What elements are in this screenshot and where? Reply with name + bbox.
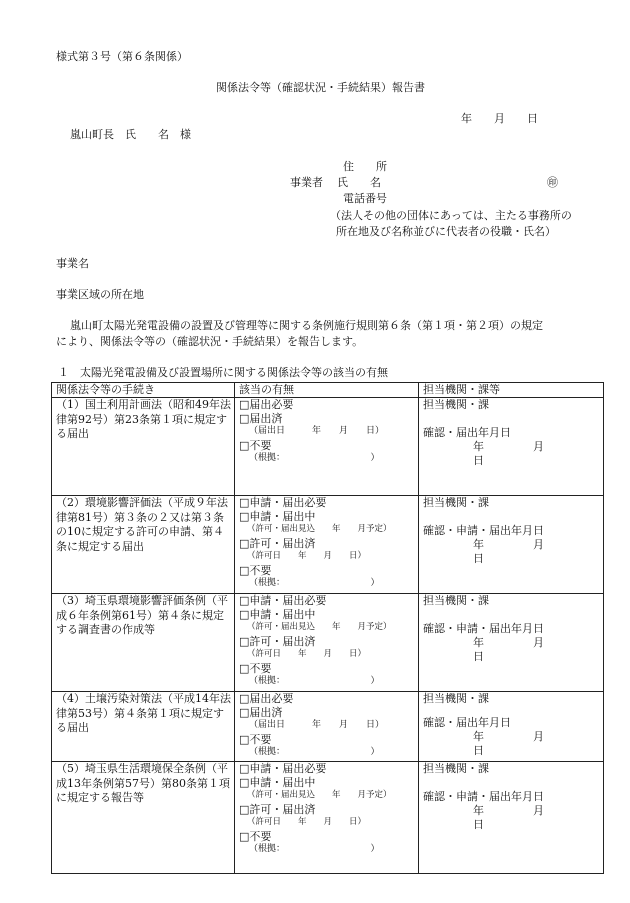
checkbox-option[interactable]: □申請・届出必要 bbox=[239, 594, 327, 607]
basis-field[interactable]: （根拠： ） bbox=[249, 578, 380, 588]
confirm-date bbox=[423, 538, 603, 566]
table-row bbox=[52, 496, 604, 594]
checkbox-option[interactable]: □許可・届出済 bbox=[239, 802, 316, 816]
name-label: 氏 名 bbox=[337, 176, 381, 189]
year-label: 年 bbox=[473, 804, 484, 817]
date-field[interactable]: （届出日 年 月 日） bbox=[249, 720, 385, 730]
checkbox-option[interactable]: □不要 bbox=[239, 563, 272, 577]
project-area-label: 事業区域の所在地 bbox=[56, 288, 144, 301]
procedure-cell: （4）土壌汚染対策法（平成14年法律第53号）第４条第１項に規定する届出 bbox=[52, 692, 235, 762]
month-label: 月 bbox=[533, 804, 544, 817]
checkbox-option[interactable]: □不要 bbox=[239, 732, 272, 746]
confirm-date-label: 確認・申請・届出年月日 bbox=[423, 622, 544, 635]
month-label: 月 bbox=[533, 730, 544, 743]
day-label: 日 bbox=[473, 818, 484, 831]
checkbox-option[interactable]: □許可・届出済 bbox=[239, 536, 316, 550]
checkbox-option[interactable]: □不要 bbox=[239, 438, 272, 452]
header-authority: 担当機関・課等 bbox=[419, 383, 604, 398]
table-row bbox=[52, 692, 604, 762]
procedure-cell: （1）国土利用計画法（昭和49年法律第92号）第23条第１項に規定する届出 bbox=[52, 398, 235, 496]
applicant-note-1: （法人その他の団体にあっては、主たる事務所の bbox=[330, 209, 572, 222]
basis-field[interactable]: （根拠： ） bbox=[249, 453, 380, 463]
addressee: 嵐山町長 氏 名 様 bbox=[70, 128, 191, 141]
report-date: 年 月 日 bbox=[461, 112, 538, 125]
month-label: 月 bbox=[533, 440, 544, 453]
table-row bbox=[52, 762, 604, 874]
month-label: 月 bbox=[533, 636, 544, 649]
procedure-cell: （2）環境影響評価法（平成９年法律第81号）第３条の２又は第３条の10に規定する許可の申請、第４条に規定する届出 bbox=[52, 496, 235, 594]
authority-cell bbox=[419, 762, 604, 874]
authority-label: 担当機関・課 bbox=[423, 762, 489, 775]
year-label: 年 bbox=[473, 440, 484, 453]
basis-field[interactable]: （根拠： ） bbox=[249, 844, 380, 854]
regulations-table bbox=[51, 382, 604, 874]
confirm-date bbox=[423, 440, 603, 468]
date-field[interactable]: （届出日 年 月 日） bbox=[249, 426, 385, 436]
year-label: 年 bbox=[473, 538, 484, 551]
document-title: 関係法令等（確認状況・手続結果）報告書 bbox=[216, 81, 425, 94]
permit-date-field[interactable]: （許可日 年 月 日） bbox=[247, 817, 367, 827]
checkbox-option[interactable]: □申請・届出中 bbox=[239, 775, 316, 789]
project-name-label: 事業名 bbox=[56, 257, 89, 270]
authority-label: 担当機関・課 bbox=[423, 692, 489, 705]
procedure-cell: （3）埼玉県環境影響評価条例（平成６年条例第61号）第４条に規定する調査書の作成等 bbox=[52, 594, 235, 692]
checkbox-option[interactable]: □申請・届出必要 bbox=[239, 762, 327, 775]
authority-cell bbox=[419, 496, 604, 594]
checkbox-option[interactable]: □不要 bbox=[239, 661, 272, 675]
checkbox-option[interactable]: □届出必要 bbox=[239, 398, 294, 411]
basis-field[interactable]: （根拠： ） bbox=[249, 676, 380, 686]
confirm-date-label: 確認・届出年月日 bbox=[423, 716, 511, 729]
checkbox-option[interactable]: □届出必要 bbox=[239, 692, 294, 705]
header-status: 該当の有無 bbox=[235, 383, 419, 398]
permit-date-field[interactable]: （許可日 年 月 日） bbox=[247, 649, 367, 659]
intro-line-1: 嵐山町太陽光発電設備の設置及び管理等に関する条例施行規則第６条（第１項・第２項）の規定 bbox=[70, 319, 543, 332]
status-cell bbox=[235, 398, 419, 496]
confirm-date-label: 確認・申請・届出年月日 bbox=[423, 524, 544, 537]
checkbox-option[interactable]: □申請・届出中 bbox=[239, 607, 316, 621]
confirm-date bbox=[423, 636, 603, 664]
expected-date-field[interactable]: （許可・届出見込 年 月予定） bbox=[247, 524, 392, 534]
checkbox-option[interactable]: □不要 bbox=[239, 829, 272, 843]
checkbox-option[interactable]: □届出済 bbox=[239, 705, 283, 719]
day-label: 日 bbox=[473, 552, 484, 565]
table-row bbox=[52, 398, 604, 496]
header-procedure: 関係法令等の手続き bbox=[52, 383, 235, 398]
checkbox-option[interactable]: □許可・届出済 bbox=[239, 634, 316, 648]
year-label: 年 bbox=[473, 636, 484, 649]
applicant-note-2: 所在地及び名称並びに代表者の役職・氏名） bbox=[336, 225, 556, 238]
seal-mark: ㊞ bbox=[547, 176, 558, 189]
confirm-date bbox=[423, 804, 603, 832]
year-label: 年 bbox=[473, 730, 484, 743]
day-label: 日 bbox=[473, 650, 484, 663]
checkbox-option[interactable]: □申請・届出必要 bbox=[239, 496, 327, 509]
confirm-date-label: 確認・届出年月日 bbox=[423, 426, 511, 439]
status-cell bbox=[235, 692, 419, 762]
month-label: 月 bbox=[533, 538, 544, 551]
confirm-date bbox=[423, 730, 603, 758]
expected-date-field[interactable]: （許可・届出見込 年 月予定） bbox=[247, 622, 392, 632]
checkbox-option[interactable]: □申請・届出中 bbox=[239, 509, 316, 523]
status-cell bbox=[235, 496, 419, 594]
section-heading: １ 太陽光発電設備及び設置場所に関する関係法令等の該当の有無 bbox=[58, 366, 388, 379]
table-header-row bbox=[52, 383, 604, 398]
phone-label: 電話番号 bbox=[343, 192, 387, 205]
day-label: 日 bbox=[473, 454, 484, 467]
table-row bbox=[52, 594, 604, 692]
form-number: 様式第３号（第６条関係） bbox=[56, 50, 188, 63]
authority-cell bbox=[419, 692, 604, 762]
status-cell bbox=[235, 762, 419, 874]
basis-field[interactable]: （根拠： ） bbox=[249, 747, 380, 757]
operator-label: 事業者 bbox=[290, 176, 323, 189]
authority-label: 担当機関・課 bbox=[423, 398, 489, 411]
status-cell bbox=[235, 594, 419, 692]
authority-cell bbox=[419, 398, 604, 496]
address-label: 住 所 bbox=[343, 160, 387, 173]
permit-date-field[interactable]: （許可日 年 月 日） bbox=[247, 551, 367, 561]
intro-line-2: により、関係法令等の（確認状況・手続結果）を報告します。 bbox=[56, 335, 364, 348]
checkbox-option[interactable]: □届出済 bbox=[239, 411, 283, 425]
authority-label: 担当機関・課 bbox=[423, 594, 489, 607]
confirm-date-label: 確認・申請・届出年月日 bbox=[423, 790, 544, 803]
procedure-cell: （5）埼玉県生活環境保全条例（平成13年条例第57号）第80条第１項に規定する報告等 bbox=[52, 762, 235, 874]
day-label: 日 bbox=[473, 744, 484, 757]
authority-label: 担当機関・課 bbox=[423, 496, 489, 509]
expected-date-field[interactable]: （許可・届出見込 年 月予定） bbox=[247, 790, 392, 800]
authority-cell bbox=[419, 594, 604, 692]
